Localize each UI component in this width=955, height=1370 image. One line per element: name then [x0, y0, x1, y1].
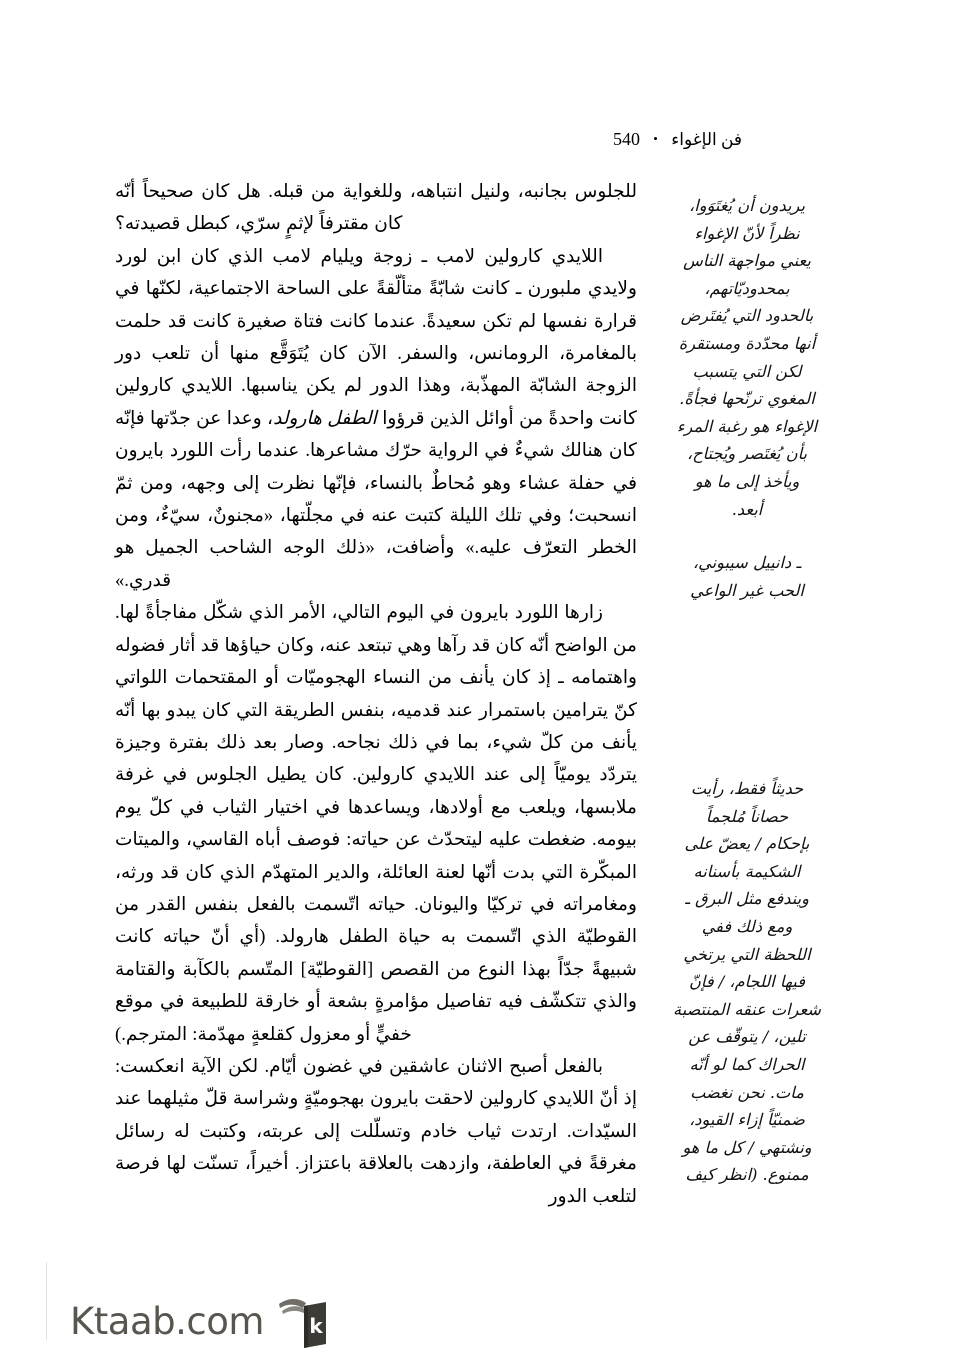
paragraph-text-before-title: اللايدي كارولين لامب ـ زوجة ويليام لامب الذي كان ابن لورد ولايدي ملبورن ـ كانت شابّةً متألّقةً على الساحة الاجتماعية، لكنّها في قرارة نفسها لم تكن سعيدةً. عندما كانت فتاة صغيرة كانت قد حلمت بالمغامرة، الرومانس، والسفر. الآن كان يُتَوَقَّع منها أن تلعب دور الزوجة الشابّة المهذّبة، وهذا الدور لم يكن يناسبها. اللايدي كارولين كانت واحدةً من أوائل الذين قرؤوا — [115, 245, 637, 429]
page-folio-number: 540 — [613, 129, 640, 149]
margin-quote-line: الحراك كما لو أنّه — [689, 1054, 805, 1074]
margin-quote-line: يريدون أن يُغتَوَوا، — [689, 196, 805, 215]
margin-quote-horse — [649, 775, 845, 1189]
margin-quote-line: الشكيمة بأسنانه — [693, 861, 801, 881]
margin-quote-line: لكن التي يتسبب — [692, 361, 802, 381]
margin-quote-line: أبعد. — [731, 499, 763, 519]
margin-quote-line: اللحظة التي يرتخي — [683, 944, 811, 964]
margin-quote-line: ويندفع مثل البرق ـ — [685, 889, 809, 909]
italic-book-title-childe-harold: الطفل هارولد — [273, 407, 377, 429]
margin-quote-line: بأن يُغتَصر ويُجتاح، — [686, 444, 808, 464]
margin-quote-sibony — [649, 192, 845, 604]
margin-quote-line: ومع ذلك ففي — [701, 916, 793, 936]
scan-gutter-line — [46, 1262, 47, 1340]
body-text-column — [115, 176, 637, 1213]
paragraph-continued: للجلوس بجانبه، ولنيل انتباهه، وللغواية من قبله. هل كان صحيحاً أنّه كان مقترفاً لإثمٍ سرّي، كبطل قصيدته؟ — [115, 181, 637, 235]
margin-quote-line: نظراً لأنّ الإغواء — [694, 223, 800, 243]
margin-quote-attribution-author: ـ دانييل سيبوني، — [692, 553, 802, 573]
margin-quote-line: الإغواء هو رغبة المرء — [676, 416, 818, 436]
margin-quote-line: ويأخذ إلى ما هو — [694, 471, 800, 491]
margin-quote-line: حصاناً مُلجماً — [705, 806, 789, 826]
svg-text:k: k — [309, 1314, 323, 1338]
paragraph-lovers: بالفعل أصبح الاثنان عاشقين في غضون أيّام. لكن الآية انعكست: إذ أنّ اللايدي كارولين لاحقت بايرون بهجوميّةٍ وشراسة قلّ مثيلهما عند السيّدات. ارتدت ثياب خادم وتسلّلت إلى عربته، وكتبت له رسائل مغرقةً في العاطفة، وازدهت بالعلاقة باعتزاز. أخيراً، تسنّت لها فرصة لتلعب الدور — [115, 1055, 637, 1207]
margin-quote-attribution-source: الحب غير الواعي — [690, 580, 804, 600]
margin-quote-line: بإحكام / يعضّ على — [684, 834, 810, 854]
running-head — [613, 129, 843, 150]
paragraph-lady-caroline — [115, 241, 637, 597]
margin-quote-line: بالحدود التي يُفتَرض — [680, 306, 814, 326]
ktaab-wordmark: Ktaab.com — [70, 1299, 264, 1343]
margin-quote-line: تلين، / يتوقّف عن — [688, 1027, 806, 1047]
margin-quote-line: ونشتهي / كل ما هو — [682, 1137, 812, 1157]
ktaab-watermark — [70, 1290, 329, 1352]
paragraph-text-after-title: ، وعدا عن جدّتها فإنّه كان هنالك شيءٌ في الرواية حرّك مشاعرها. عندما رأت اللورد بايرون في حفلة عشاء وهو مُحاطٌ بالنساء، فإنّها نظرت إلى وجهه، ومن ثمّ انسحبت؛ وفي تلك الليلة كتبت عنه في مجلّتها، «مجنونٌ، سيّءٌ، ومن الخطر التعرّف عليه.» وأضافت، «ذلك الوجه الشاحب الجميل هو قدري.» — [115, 407, 637, 591]
running-head-book-title: فن الإغواء — [671, 130, 743, 149]
margin-quote-line: ضمنيّاً إزاء القيود، — [689, 1110, 805, 1130]
margin-quote-line: المغوي ترنّحها فجأةً. — [679, 389, 815, 409]
margin-quote-line: فيها اللجام، / فإنّ — [689, 972, 805, 992]
running-head-separator-dot: • — [653, 131, 659, 146]
margin-quote-line: شعرات عنقه المنتصبة — [673, 999, 821, 1019]
margin-quote-line: ممنوع. (انظر كيف — [685, 1165, 809, 1185]
open-book-icon — [277, 1292, 329, 1350]
margin-quote-line: يعني مواجهة الناس — [683, 251, 811, 271]
margin-quote-line: حديثاً فقط، رأيت — [690, 779, 804, 798]
paragraph-byron-visit: زارها اللورد بايرون في اليوم التالي، الأمر الذي شكّل مفاجأةً لها. من الواضح أنّه كان قد رآها وهي تبتعد عنه، وكان حياؤها قد أثار فضوله واهتمامه ـ إذ كان يأنف من النساء الهجوميّات أو المقتحمات اللواتي كنّ يترامين باستمرار عند قدميه، بنفس الطريقة التي كان يبدو بها أنّه يأنف من كلّ شيء، بما في ذلك نجاحه. وصار بعد ذلك بفترة وجيزة يتردّد يوميّاً إلى عند اللايدي كارولين. كان يطيل الجلوس في غرفة ملابسها، ويلعب مع أولادها، ويساعدها في اختيار الثياب في كلّ يوم بيومه. ضغطت عليه ليتحدّث عن حياته: فوصف أباه القاسي، والميتات المبكّرة التي بدت أنّها لعنة العائلة، والدير المتهدّم الذي كان قد ورثه، ومغامراته في تركيّا واليونان. حياته اتّسمت بالفعل بنفس القدر من القوطيّة الذي اتّسمت به حياة الطفل هارولد. (أي أنّ حياته كانت شبيهةً جدّاً بهذا النوع من القصص [القوطيّة] المتّسم بالكآبة والقتامة والذي تتكشّف فيه تفاصيل مؤامرةٍ بشعة أو خارقة للطبيعة في موقع خفيٍّ أو معزول كقلعةٍ مهدّمة: المترجم.) — [115, 602, 637, 1045]
margin-quote-line: أنها محدّدة ومستقرة — [678, 333, 816, 353]
margin-quote-line: بمحدوديّاتهم، — [704, 278, 790, 298]
margin-quote-line: مات. نحن نغضب — [690, 1082, 804, 1102]
